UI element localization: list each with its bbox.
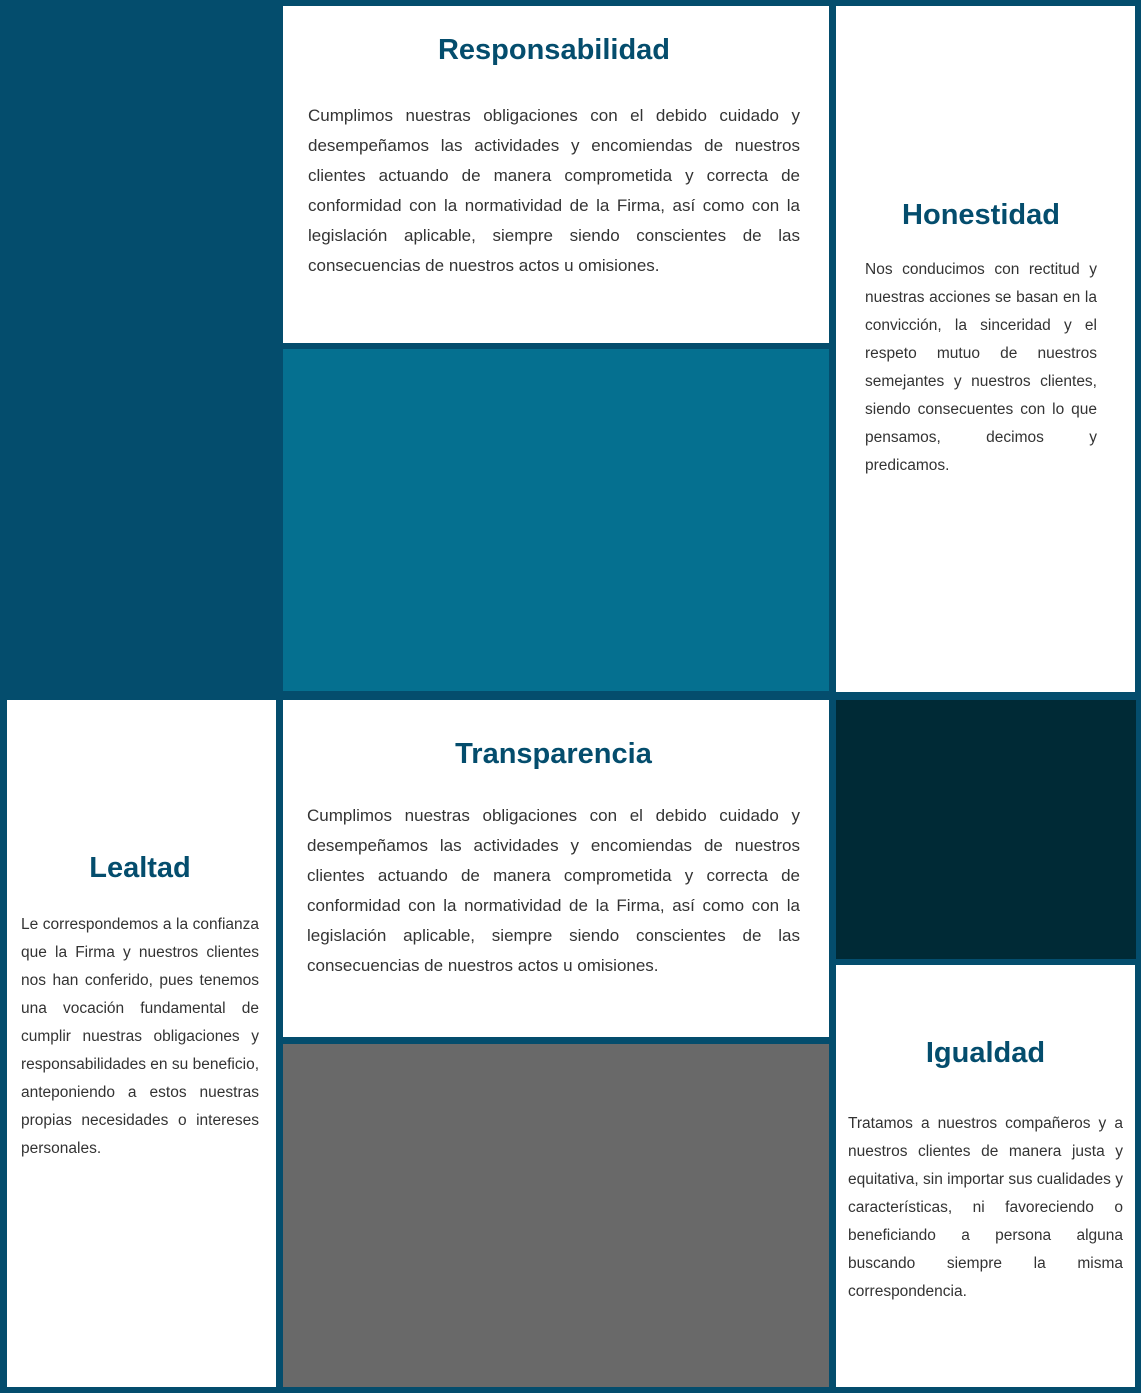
igualdad-title: Igualdad (925, 1037, 1046, 1069)
lealtad-card (7, 700, 276, 1387)
teal-block (283, 349, 829, 691)
lealtad-title: Lealtad (89, 852, 191, 884)
transparencia-title: Transparencia (455, 738, 652, 770)
lealtad-text: Le correspondemos a la confianza que la Firma y nuestros clientes nos han conferido, pues tenemos una vocación fundamental de cumplir nuestras obligaciones y responsabilidades en su beneficio, anteponiendo a estos nuestras propias necesidades o intereses personales. (21, 916, 259, 1157)
honestidad-title: Honestidad (902, 199, 1060, 231)
dark-blue-block (4, 4, 277, 692)
transparencia-text: Cumplimos nuestras obligaciones con el debido cuidado y desempeñamos las actividades y encomiendas de nuestros clientes actuando de manera comprometida y correcta de conformidad con la normatividad de la Firma, así como con la legislación aplicable, siempre siendo conscientes de las consecuencias de nuestros actos u omisiones. (307, 806, 800, 975)
transparencia-card (283, 700, 829, 1037)
dark-navy-block (836, 700, 1136, 959)
igualdad-card (836, 965, 1135, 1387)
honestidad-card (836, 6, 1135, 692)
igualdad-text: Tratamos a nuestros compañeros y a nuestros clientes de manera justa y equitativa, sin importar sus cualidades y características, ni favoreciendo o beneficiando a persona alguna buscando siempre la misma correspondencia. (848, 1115, 1123, 1300)
responsabilidad-title: Responsabilidad (437, 34, 671, 66)
responsabilidad-card (283, 6, 829, 343)
responsabilidad-text: Cumplimos nuestras obligaciones con el debido cuidado y desempeñamos las actividades y encomiendas de nuestros clientes actuando de manera comprometida y correcta de conformidad con la normatividad de la Firma, así como con la legislación aplicable, siempre siendo conscientes de las consecuencias de nuestros actos u omisiones. (308, 106, 800, 275)
gray-block (283, 1044, 829, 1387)
honestidad-text: Nos conducimos con rectitud y nuestras acciones se basan en la convicción, la sinceridad y el respeto mutuo de nuestros semejantes y nuestros clientes, siendo consecuentes con lo que pensamos, decimos y predicamos. (865, 261, 1097, 474)
